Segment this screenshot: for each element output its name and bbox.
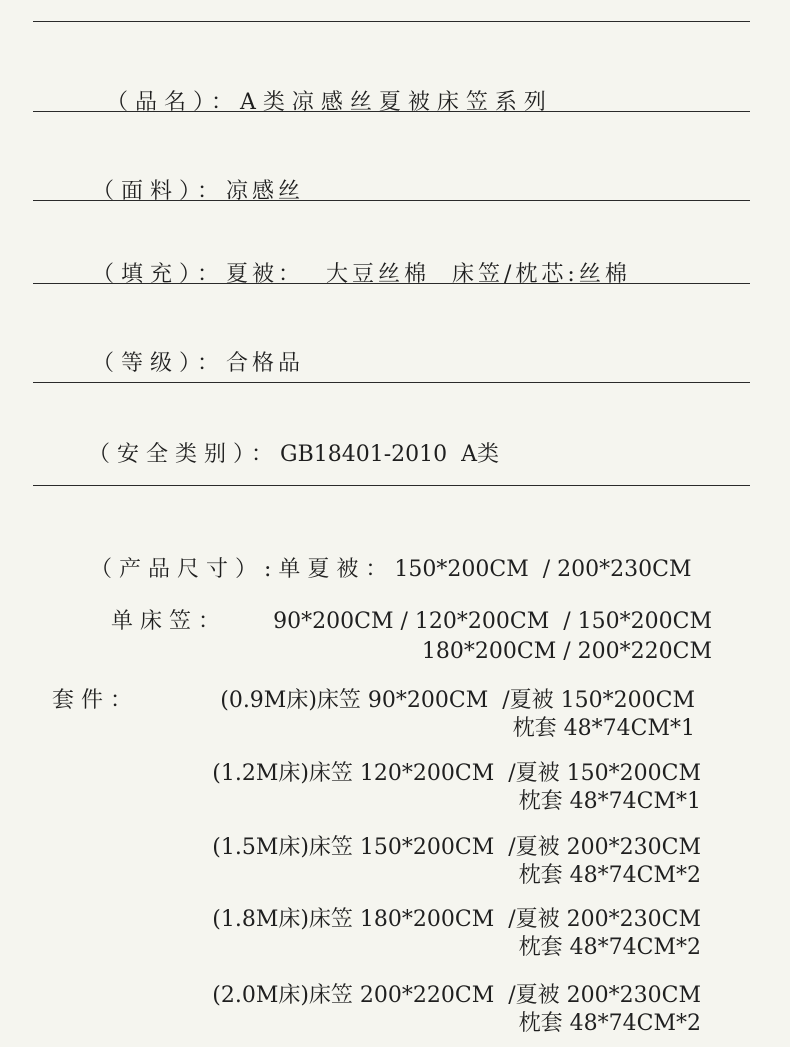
safety-row [74,413,499,469]
set-item-line1: (0.9M床)床笠 90*200CM /夏被 150*200CM [220,688,695,713]
filling-row [78,233,631,289]
set-item-line1: (2.0M床)床笠 200*220CM /夏被 200*230CM [212,983,701,1008]
size-heading-row [76,528,692,584]
product-name-label: （品名）： [106,90,241,115]
set-item-line1: (1.8M床)床笠 180*200CM /夏被 200*230CM [212,907,701,932]
safety-value: GB18401-2010 A类 [280,442,500,467]
set-item-line1: (1.2M床)床笠 120*200CM /夏被 150*200CM [212,761,701,786]
set-item-line2: 枕套 48*74CM*2 [518,863,701,888]
product-name-row [78,61,553,117]
filling-value: 夏被： 大豆丝棉 床笠/枕芯:丝棉 [226,262,631,287]
filling-label: （填充）： [92,262,227,287]
divider-top [33,21,750,22]
grade-row [78,322,304,378]
set-item-line2: 枕套 48*74CM*1 [518,789,701,814]
fabric-label: （面料）： [92,179,227,204]
fitted-sheet-line1: 90*200CM / 120*200CM / 150*200CM [273,609,712,634]
fabric-row [78,150,304,206]
size-heading: （产品尺寸）:单夏被： [90,557,395,582]
grade-value: 合格品 [226,351,305,376]
set-label: 套件： [52,688,140,713]
set-item-line2: 枕套 48*74CM*2 [518,935,701,960]
set-item-line2: 枕套 48*74CM*2 [518,1011,701,1036]
fabric-value: 凉感丝 [226,179,305,204]
safety-label: （安全类别）： [88,442,281,467]
single-quilt-sizes: 150*200CM / 200*230CM [394,557,692,582]
fitted-sheet-line2: 180*200CM / 200*220CM [421,639,712,664]
set-item-line1: (1.5M床)床笠 150*200CM /夏被 200*230CM [212,835,701,860]
grade-label: （等级）： [92,351,227,376]
divider [33,485,750,486]
set-item-line2: 枕套 48*74CM*1 [512,716,695,741]
divider [33,382,750,383]
product-name-value: A类凉感丝夏被床笠系列 [240,90,553,115]
fitted-sheet-label: 单床笠： [111,609,228,634]
